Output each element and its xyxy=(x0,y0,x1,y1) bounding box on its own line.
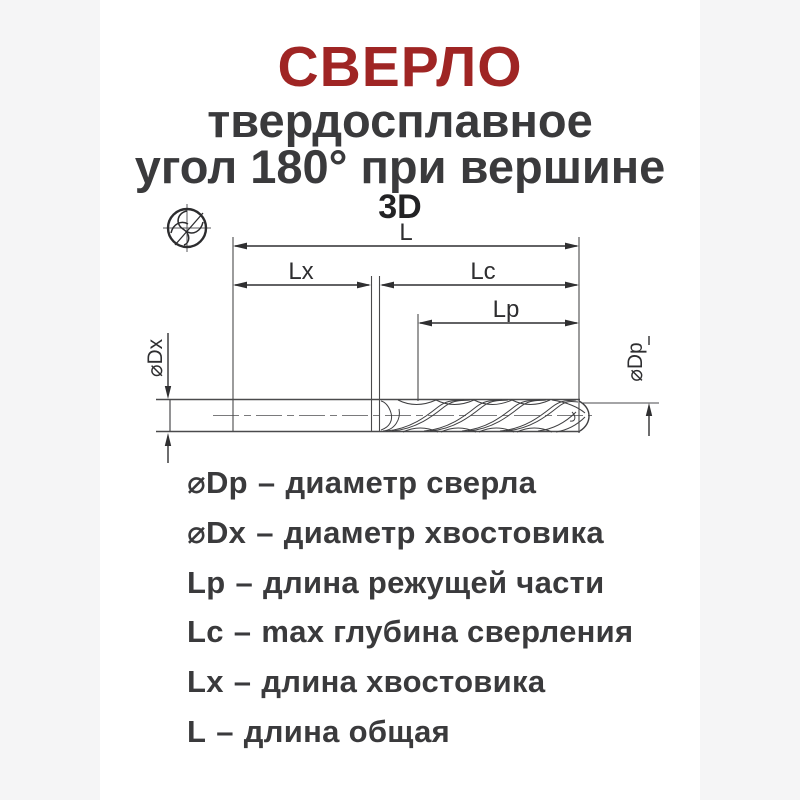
dimension-legend xyxy=(187,467,667,766)
cross-section-icon xyxy=(163,204,211,252)
legend-symbol: ⌀Dp xyxy=(187,465,248,500)
legend-item-lx xyxy=(187,666,667,716)
legend-dash: – xyxy=(233,664,252,700)
legend-item-l xyxy=(187,713,667,766)
legend-symbol: Lc xyxy=(187,614,224,650)
dim-label-Dp: ⌀Dp xyxy=(624,342,647,382)
legend-description: диаметр хвостовика xyxy=(283,514,604,550)
legend-description: длина режущей части xyxy=(263,564,605,600)
dim-label-Lc: Lc xyxy=(470,258,496,285)
legend-dash: – xyxy=(235,564,254,600)
subtitle-material: твердосплавное xyxy=(207,94,593,147)
legend-item-dp xyxy=(187,467,667,517)
dim-label-Lp: Lp xyxy=(492,296,520,323)
legend-dash: – xyxy=(256,514,274,550)
page-title: СВЕРЛО xyxy=(277,35,523,99)
legend-dash: – xyxy=(216,713,234,749)
legend-description: max глубина сверления xyxy=(261,614,634,650)
dim-label-Lx: Lx xyxy=(288,258,314,285)
legend-symbol: ⌀Dx xyxy=(187,514,247,550)
series-3d-label: 3D xyxy=(378,188,422,226)
dim-label-Dx: ⌀Dx xyxy=(144,338,167,378)
subtitle-point-angle: угол 180° при вершине xyxy=(134,140,666,193)
legend-item-lc xyxy=(187,616,667,666)
legend-dash: – xyxy=(257,465,276,500)
legend-description: длина хвостовика xyxy=(261,664,546,700)
dim-label-L: L xyxy=(399,219,413,246)
legend-description: длина общая xyxy=(243,713,451,749)
technical-drawing xyxy=(130,186,670,478)
legend-item-dx xyxy=(187,514,667,567)
legend-symbol: L xyxy=(187,713,207,749)
legend-item-lp xyxy=(187,564,667,617)
legend-dash: – xyxy=(233,614,252,650)
legend-description: диаметр сверла xyxy=(285,465,537,500)
legend-symbol: Lp xyxy=(187,564,226,600)
legend-symbol: Lx xyxy=(187,664,224,700)
